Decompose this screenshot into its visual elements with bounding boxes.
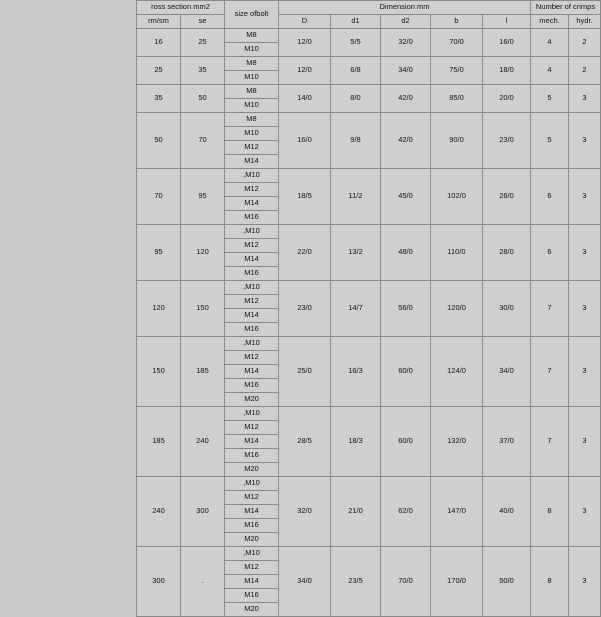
cell-bolt-size: ,M10 (225, 477, 279, 491)
cell-d2: 42/0 (381, 85, 431, 113)
cell-rm_sm: 120 (137, 281, 181, 337)
cell-hydr: 3 (569, 477, 601, 547)
cell-b: 102/0 (431, 169, 483, 225)
cell-hydr: 3 (569, 547, 601, 617)
table-header-row-2 (137, 15, 601, 29)
cell-se: 120 (181, 225, 225, 281)
table-row (137, 281, 601, 295)
cell-bolt-size: M20 (225, 603, 279, 617)
cell-d2: 62/0 (381, 477, 431, 547)
cell-mech: 7 (531, 281, 569, 337)
cell-se: 35 (181, 57, 225, 85)
cell-d2: 60/0 (381, 337, 431, 407)
cell-hydr: 3 (569, 225, 601, 281)
cell-se: 25 (181, 29, 225, 57)
cell-bolt-size: M20 (225, 393, 279, 407)
header-number-of-crimps: Number of crimps (531, 1, 601, 15)
cell-b: 85/0 (431, 85, 483, 113)
cell-se: 300 (181, 477, 225, 547)
cell-bolt-size: M16 (225, 589, 279, 603)
table-row (137, 57, 601, 71)
cell-mech: 6 (531, 169, 569, 225)
cell-se: . (181, 547, 225, 617)
cell-bolt-size: M12 (225, 141, 279, 155)
cell-mech: 5 (531, 85, 569, 113)
cell-bolt-size: M14 (225, 435, 279, 449)
cell-D: 23/0 (279, 281, 331, 337)
table-row (137, 113, 601, 127)
cell-bolt-size: M14 (225, 309, 279, 323)
cell-hydr: 2 (569, 57, 601, 85)
cell-D: 12/0 (279, 29, 331, 57)
header-hydr: hydr. (569, 15, 601, 29)
cell-D: 34/0 (279, 547, 331, 617)
cell-d1: 23/5 (331, 547, 381, 617)
cell-mech: 4 (531, 29, 569, 57)
cell-d1: 9/8 (331, 113, 381, 169)
table-body (137, 29, 601, 617)
cell-d1: 13/2 (331, 225, 381, 281)
cell-hydr: 3 (569, 281, 601, 337)
cell-bolt-size: M12 (225, 183, 279, 197)
cell-b: 147/0 (431, 477, 483, 547)
cell-d2: 60/0 (381, 407, 431, 477)
cell-se: 70 (181, 113, 225, 169)
cell-mech: 6 (531, 225, 569, 281)
header-b: b (431, 15, 483, 29)
cell-l: 50/0 (483, 547, 531, 617)
cell-mech: 7 (531, 337, 569, 407)
cell-d1: 8/0 (331, 85, 381, 113)
cell-bolt-size: M12 (225, 295, 279, 309)
cell-se: 50 (181, 85, 225, 113)
table-row (137, 477, 601, 491)
cell-d1: 5/5 (331, 29, 381, 57)
header-rm-sm: rm/sm (137, 15, 181, 29)
cell-d1: 18/3 (331, 407, 381, 477)
cell-hydr: 3 (569, 169, 601, 225)
cell-b: 70/0 (431, 29, 483, 57)
cell-se: 185 (181, 337, 225, 407)
cell-l: 40/0 (483, 477, 531, 547)
cell-hydr: 3 (569, 337, 601, 407)
cell-D: 32/0 (279, 477, 331, 547)
cell-D: 14/0 (279, 85, 331, 113)
cell-b: 132/0 (431, 407, 483, 477)
cell-bolt-size: M14 (225, 253, 279, 267)
table-row (137, 29, 601, 43)
cell-bolt-size: M16 (225, 267, 279, 281)
cell-l: 30/0 (483, 281, 531, 337)
cell-D: 22/0 (279, 225, 331, 281)
cell-rm_sm: 150 (137, 337, 181, 407)
cell-se: 150 (181, 281, 225, 337)
cell-d1: 11/2 (331, 169, 381, 225)
cell-d2: 56/0 (381, 281, 431, 337)
cell-d1: 21/0 (331, 477, 381, 547)
cell-d1: 16/3 (331, 337, 381, 407)
cell-rm_sm: 35 (137, 85, 181, 113)
table-row (137, 407, 601, 421)
table-row (137, 225, 601, 239)
cell-D: 16/0 (279, 113, 331, 169)
cell-d2: 34/0 (381, 57, 431, 85)
cell-b: 90/0 (431, 113, 483, 169)
cell-bolt-size: M14 (225, 197, 279, 211)
header-d1: d1 (331, 15, 381, 29)
cell-d2: 48/0 (381, 225, 431, 281)
header-dimension: Dimension mm (279, 1, 531, 15)
cell-se: 95 (181, 169, 225, 225)
cell-rm_sm: 16 (137, 29, 181, 57)
table-row (137, 547, 601, 561)
cell-l: 18/0 (483, 57, 531, 85)
cell-b: 124/0 (431, 337, 483, 407)
cell-rm_sm: 25 (137, 57, 181, 85)
header-l: l (483, 15, 531, 29)
cell-bolt-size: M10 (225, 71, 279, 85)
cell-bolt-size: M12 (225, 239, 279, 253)
cell-hydr: 3 (569, 113, 601, 169)
cell-bolt-size: M12 (225, 491, 279, 505)
cell-l: 16/0 (483, 29, 531, 57)
cell-bolt-size: M10 (225, 127, 279, 141)
cell-bolt-size: ,M10 (225, 169, 279, 183)
table-header-row-1 (137, 1, 601, 15)
cell-bolt-size: M12 (225, 421, 279, 435)
header-d2: d2 (381, 15, 431, 29)
cell-bolt-size: ,M10 (225, 547, 279, 561)
cell-bolt-size: M14 (225, 155, 279, 169)
cell-d2: 70/0 (381, 547, 431, 617)
cell-bolt-size: M16 (225, 323, 279, 337)
cell-bolt-size: ,M10 (225, 281, 279, 295)
cell-bolt-size: ,M10 (225, 225, 279, 239)
cell-l: 28/0 (483, 225, 531, 281)
cell-rm_sm: 185 (137, 407, 181, 477)
cell-bolt-size: M20 (225, 463, 279, 477)
cell-hydr: 3 (569, 407, 601, 477)
cell-mech: 8 (531, 477, 569, 547)
cell-bolt-size: ,M10 (225, 407, 279, 421)
specification-table (136, 0, 601, 617)
cell-l: 34/0 (483, 337, 531, 407)
cell-bolt-size: M8 (225, 113, 279, 127)
cell-bolt-size: M16 (225, 519, 279, 533)
cell-D: 12/0 (279, 57, 331, 85)
cell-bolt-size: M14 (225, 575, 279, 589)
cell-D: 25/0 (279, 337, 331, 407)
cell-hydr: 2 (569, 29, 601, 57)
cell-l: 20/0 (483, 85, 531, 113)
cell-rm_sm: 50 (137, 113, 181, 169)
cell-b: 120/0 (431, 281, 483, 337)
cell-l: 37/0 (483, 407, 531, 477)
cell-bolt-size: M20 (225, 533, 279, 547)
header-mech: mech. (531, 15, 569, 29)
cell-D: 28/5 (279, 407, 331, 477)
cell-b: 110/0 (431, 225, 483, 281)
cell-bolt-size: M8 (225, 85, 279, 99)
cell-bolt-size: M10 (225, 99, 279, 113)
cell-l: 23/0 (483, 113, 531, 169)
cell-se: 240 (181, 407, 225, 477)
table-row (137, 337, 601, 351)
cell-mech: 7 (531, 407, 569, 477)
cell-bolt-size: M16 (225, 211, 279, 225)
cell-D: 18/5 (279, 169, 331, 225)
cell-bolt-size: M14 (225, 365, 279, 379)
cell-l: 26/0 (483, 169, 531, 225)
cell-bolt-size: ,M10 (225, 337, 279, 351)
cell-bolt-size: M16 (225, 379, 279, 393)
cell-rm_sm: 300 (137, 547, 181, 617)
cell-hydr: 3 (569, 85, 601, 113)
table-row (137, 169, 601, 183)
header-size-of-bolt: size ofbolt (225, 1, 279, 29)
cell-d1: 14/7 (331, 281, 381, 337)
cell-bolt-size: M12 (225, 561, 279, 575)
cell-bolt-size: M14 (225, 505, 279, 519)
cell-mech: 4 (531, 57, 569, 85)
cell-d2: 32/0 (381, 29, 431, 57)
cell-rm_sm: 240 (137, 477, 181, 547)
cell-rm_sm: 70 (137, 169, 181, 225)
cell-b: 170/0 (431, 547, 483, 617)
cell-bolt-size: M8 (225, 29, 279, 43)
cell-bolt-size: M16 (225, 449, 279, 463)
cell-d1: 6/8 (331, 57, 381, 85)
cell-bolt-size: M8 (225, 57, 279, 71)
cell-b: 75/0 (431, 57, 483, 85)
header-se: se (181, 15, 225, 29)
cell-mech: 8 (531, 547, 569, 617)
cell-bolt-size: M10 (225, 43, 279, 57)
cell-d2: 42/0 (381, 113, 431, 169)
cell-d2: 45/0 (381, 169, 431, 225)
cell-mech: 5 (531, 113, 569, 169)
cell-bolt-size: M12 (225, 351, 279, 365)
cell-rm_sm: 95 (137, 225, 181, 281)
header-D: D (279, 15, 331, 29)
table-row (137, 85, 601, 99)
header-cross-section: ross section mm2 (137, 1, 225, 15)
